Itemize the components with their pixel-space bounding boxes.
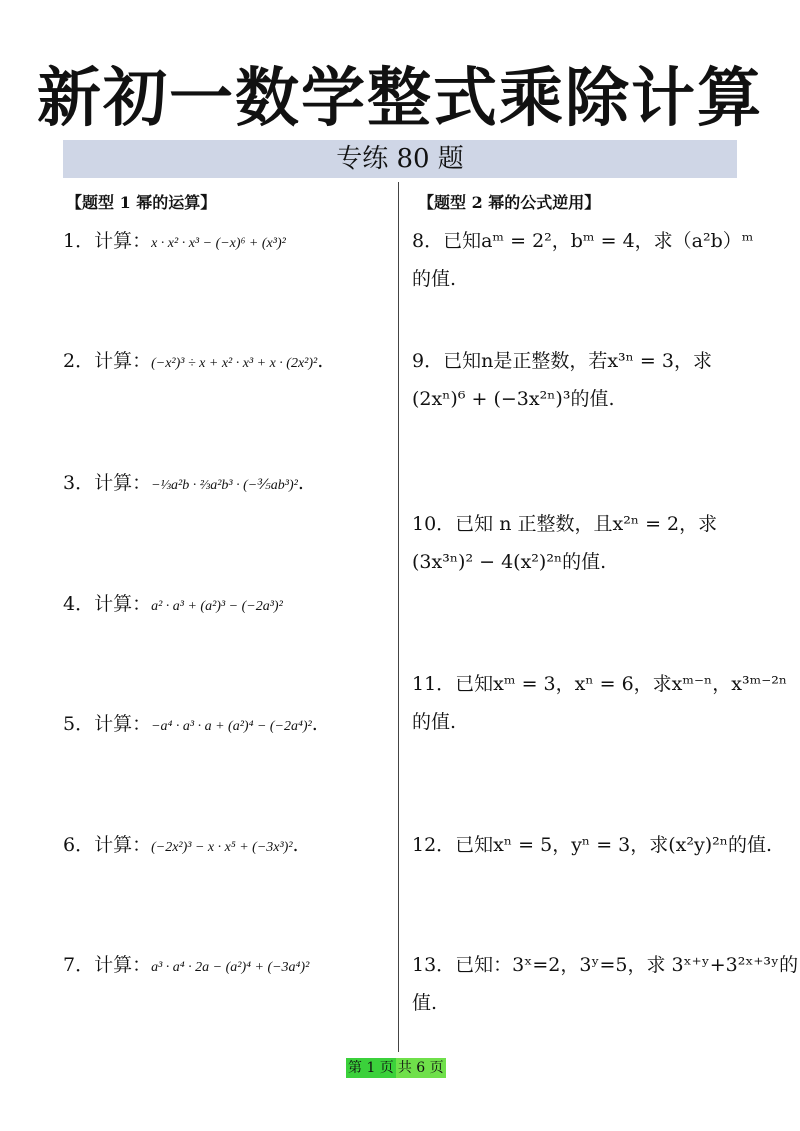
question-4-expression: a² · a³ + (a²)³ − (−2a³)² xyxy=(151,599,283,614)
question-2-expression: (−x²)³ ÷ x + x² · x³ + x · (2x²)² xyxy=(151,356,318,371)
question-7-label: 7．计算： xyxy=(63,954,152,976)
question-2-label: 2．计算： xyxy=(63,350,152,372)
question-9-line-2: (2xⁿ)⁶ + (−3x²ⁿ)³的值. xyxy=(412,388,615,410)
question-13-line-2: 值. xyxy=(412,992,438,1014)
question-8 xyxy=(412,222,753,298)
page-number xyxy=(346,1058,446,1078)
question-10 xyxy=(412,505,717,581)
question-1-expression: x · x² · x³ − (−x)⁶ + (x³)² xyxy=(151,236,286,251)
question-7 xyxy=(63,946,309,987)
question-6-expression: (−2x²)³ − x · x⁵ + (−3x³)² xyxy=(151,840,293,855)
question-3-end: . xyxy=(297,472,304,494)
right-section-heading: 【题型 2 幂的公式逆用】 xyxy=(418,193,601,212)
question-3-expression: −⅓a²b · ⅔a²b³ · (−⅗ab³)² xyxy=(151,478,298,493)
question-6-label: 6．计算： xyxy=(63,834,152,856)
question-8-line-2: 的值. xyxy=(412,268,457,290)
question-9-line-1: 9．已知n是正整数，若x³ⁿ = 3，求 xyxy=(412,350,712,372)
question-6-end: . xyxy=(292,834,299,856)
question-5 xyxy=(63,705,318,746)
question-12-line-1: 12．已知xⁿ = 5，yⁿ = 3，求(x²y)²ⁿ的值. xyxy=(412,834,773,856)
column-divider xyxy=(398,182,399,1052)
question-8-line-1: 8．已知aᵐ = 2²，bᵐ = 4，求（a²b）ᵐ xyxy=(412,230,754,252)
page-number-current: 第 1 页 xyxy=(348,1060,394,1076)
question-5-end: . xyxy=(311,713,318,735)
question-7-expression: a³ · a⁴ · 2a − (a²)⁴ + (−3a⁴)² xyxy=(151,960,310,975)
question-2 xyxy=(63,342,323,383)
question-11-line-2: 的值. xyxy=(412,711,457,733)
question-4 xyxy=(63,585,283,626)
question-5-expression: −a⁴ · a³ · a + (a²)⁴ − (−2a⁴)² xyxy=(151,719,312,734)
question-3 xyxy=(63,464,304,505)
question-6 xyxy=(63,826,299,867)
question-12 xyxy=(412,826,772,864)
page-title: 新初一数学整式乘除计算 xyxy=(37,62,763,136)
page-number-total: 共 6 页 xyxy=(397,1060,444,1076)
question-1-label: 1．计算： xyxy=(63,230,152,252)
question-13-line-1: 13．已知：3ˣ=2，3ʸ=5，求 3ˣ⁺ʸ+3²ˣ⁺³ʸ的 xyxy=(412,954,799,976)
question-5-label: 5．计算： xyxy=(63,713,152,735)
question-2-end: . xyxy=(317,350,324,372)
question-11 xyxy=(412,665,787,741)
question-10-line-2: (3x³ⁿ)² − 4(x²)²ⁿ的值. xyxy=(412,551,607,573)
question-11-line-1: 11．已知xᵐ = 3，xⁿ = 6，求xᵐ⁻ⁿ，x³ᵐ⁻²ⁿ xyxy=(412,673,788,695)
question-4-label: 4．计算： xyxy=(63,593,152,615)
question-3-label: 3．计算： xyxy=(63,472,152,494)
left-section-heading: 【题型 1 幂的运算】 xyxy=(66,193,217,212)
question-10-line-1: 10．已知 n 正整数，且x²ⁿ = 2，求 xyxy=(412,513,718,535)
question-13 xyxy=(412,946,798,1022)
question-1 xyxy=(63,222,286,263)
question-9 xyxy=(412,342,712,418)
page-subtitle: 专练 80 题 xyxy=(63,140,737,178)
